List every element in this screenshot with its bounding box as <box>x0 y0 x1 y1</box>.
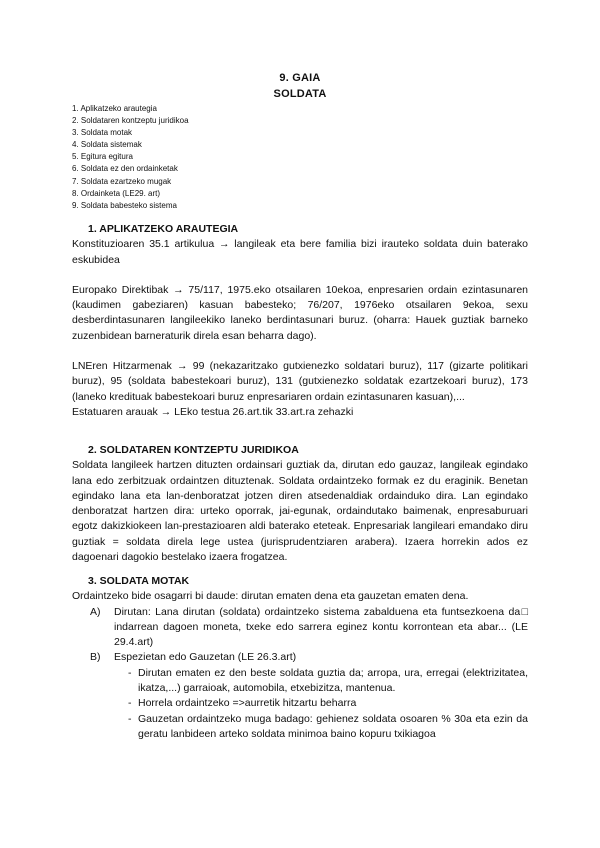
paragraph: Ordaintzeko bide osagarri bi daude: dirutan ematen dena eta gauzetan ematen dena. <box>72 590 469 603</box>
paragraph: Konstituzioaren 35.1 artikulua → langileak eta bere familia bizi irauteko soldata duin baterako eskubidea <box>72 238 528 266</box>
list-item <box>72 605 528 651</box>
section-heading: 2. SOLDATAREN KONTZEPTU JURIDIKOA <box>88 444 299 456</box>
section-soldata-motak <box>72 574 528 742</box>
paragraph: LNEren Hitzarmenak → 99 (nekazaritzako gutxienezko soldatari buruz), 117 (gizarte politikari buruz), 95 (soldata babestekoari buruz), 131 (gutxienezko soldatak ezartzekoari buruz), 173 (laneko kredituak babestekoari buruz enpresariaren ordain ezintasunaren kasuan),... <box>72 360 528 403</box>
toc-item: 2. Soldataren kontzeptu juridikoa <box>72 116 189 126</box>
toc-item: 1. Aplikatzeko arautegia <box>72 104 157 113</box>
paragraph: Europako Direktibak → 75/117, 1975.eko otsailaren 10ekoa, enpresarien ordain ezintasunaren (kaudimen gabeziaren) kasuan babesteko; 76/207, 1976eko otsailaren 9ekoa, sexu desberdintasunaren langileekiko laneko berdintasunari buruz. (oharra: Hauek guztiak barneko zuzenbidean barneraturik direla esan beharra dago). <box>72 283 528 342</box>
section-heading: 1. APLIKATZEKO ARAUTEGIA <box>88 223 239 235</box>
toc-item: 9. Soldata babesteko sistema <box>72 200 177 210</box>
paragraph: Estatuaren arauak → LEko testua 26.art.tik 33.art.ra zehazki <box>72 405 354 418</box>
dash-item <box>72 712 528 743</box>
section-heading: 3. SOLDATA MOTAK <box>88 575 190 587</box>
dash-item <box>72 696 528 711</box>
list-marker: A) <box>90 605 101 618</box>
list-marker: B) <box>90 651 101 664</box>
dash-marker: - <box>128 712 132 725</box>
toc-item: 8. Ordainketa (LE29. art) <box>72 188 161 198</box>
toc-item: 3. Soldata motak <box>72 128 133 138</box>
dash-item <box>72 666 528 697</box>
dash-item-text: Horrela ordaintzeko =>aurretik hitzartu beharra <box>138 697 357 710</box>
toc-item: 6. Soldata ez den ordainketak <box>72 164 178 174</box>
toc-item: 4. Soldata sistemak <box>72 140 142 150</box>
list-item <box>72 650 528 665</box>
dash-item-text: Gauzetan ordaintzeko muga badago: gehienez soldata osoaren % 30a eta ezin da geratu lanbideen arteko soldata minimoa baino kopuru txikiagoa <box>138 712 528 740</box>
table-of-contents <box>72 103 189 212</box>
chapter-title: 9. GAIA <box>279 72 321 84</box>
list-item-text: Espezietan edo Gauzetan (LE 26.3.art) <box>114 651 297 664</box>
paragraph: Soldata langileek hartzen dituzten ordainsari guztiak da, dirutan edo gauzaz, langileak egindako lana edo zerbitzuak ordaintzen dituztenak. Soldata ordaintzeko formak ez du eraginik. Benetan egindako lana eta lan-denboratzat jotzen diren atsedenaldiak ordainduko dira. Lan egindako denboratzat hartzen dira: urteko oporrak, jai-egunak, ordaindutako baimenak, enpresaburuari egotz dakizkiokeen lan-prestazioaren aldi baterako eteteak. Enpresariak langileari emandako diru guztiak = soldata direla lege ustea (jurisprudentziaren arabera). Izaera horrekin ados ez dagoenari dagokio bestelako izaera frogatzea. <box>72 459 528 564</box>
list-item-text: Dirutan: Lana dirutan (soldata) ordaintzeko sistema zabalduena eta funtsezkoena da□ indarrean dagoen moneta, txeke edo sarrera eginez kontu korrontean eta abar... (LE 29.4.art) <box>114 605 528 649</box>
chapter-subtitle: SOLDATA <box>273 88 327 100</box>
toc-item: 5. Egitura egitura <box>72 152 133 162</box>
dash-marker: - <box>128 697 132 710</box>
dash-marker: - <box>128 666 132 679</box>
dash-item-text: Dirutan ematen ez den beste soldata guztia da; arropa, ura, erregai (elektrizitatea, ikatza,...) garraioak, automobila, etxebizitza, mantenua. <box>138 666 528 695</box>
toc-item: 7. Soldata ezartzeko mugak <box>72 176 172 186</box>
section-soldataren-kontzeptu-juridikoa <box>72 443 528 565</box>
section-aplikatzeko-arautegia <box>72 222 528 420</box>
